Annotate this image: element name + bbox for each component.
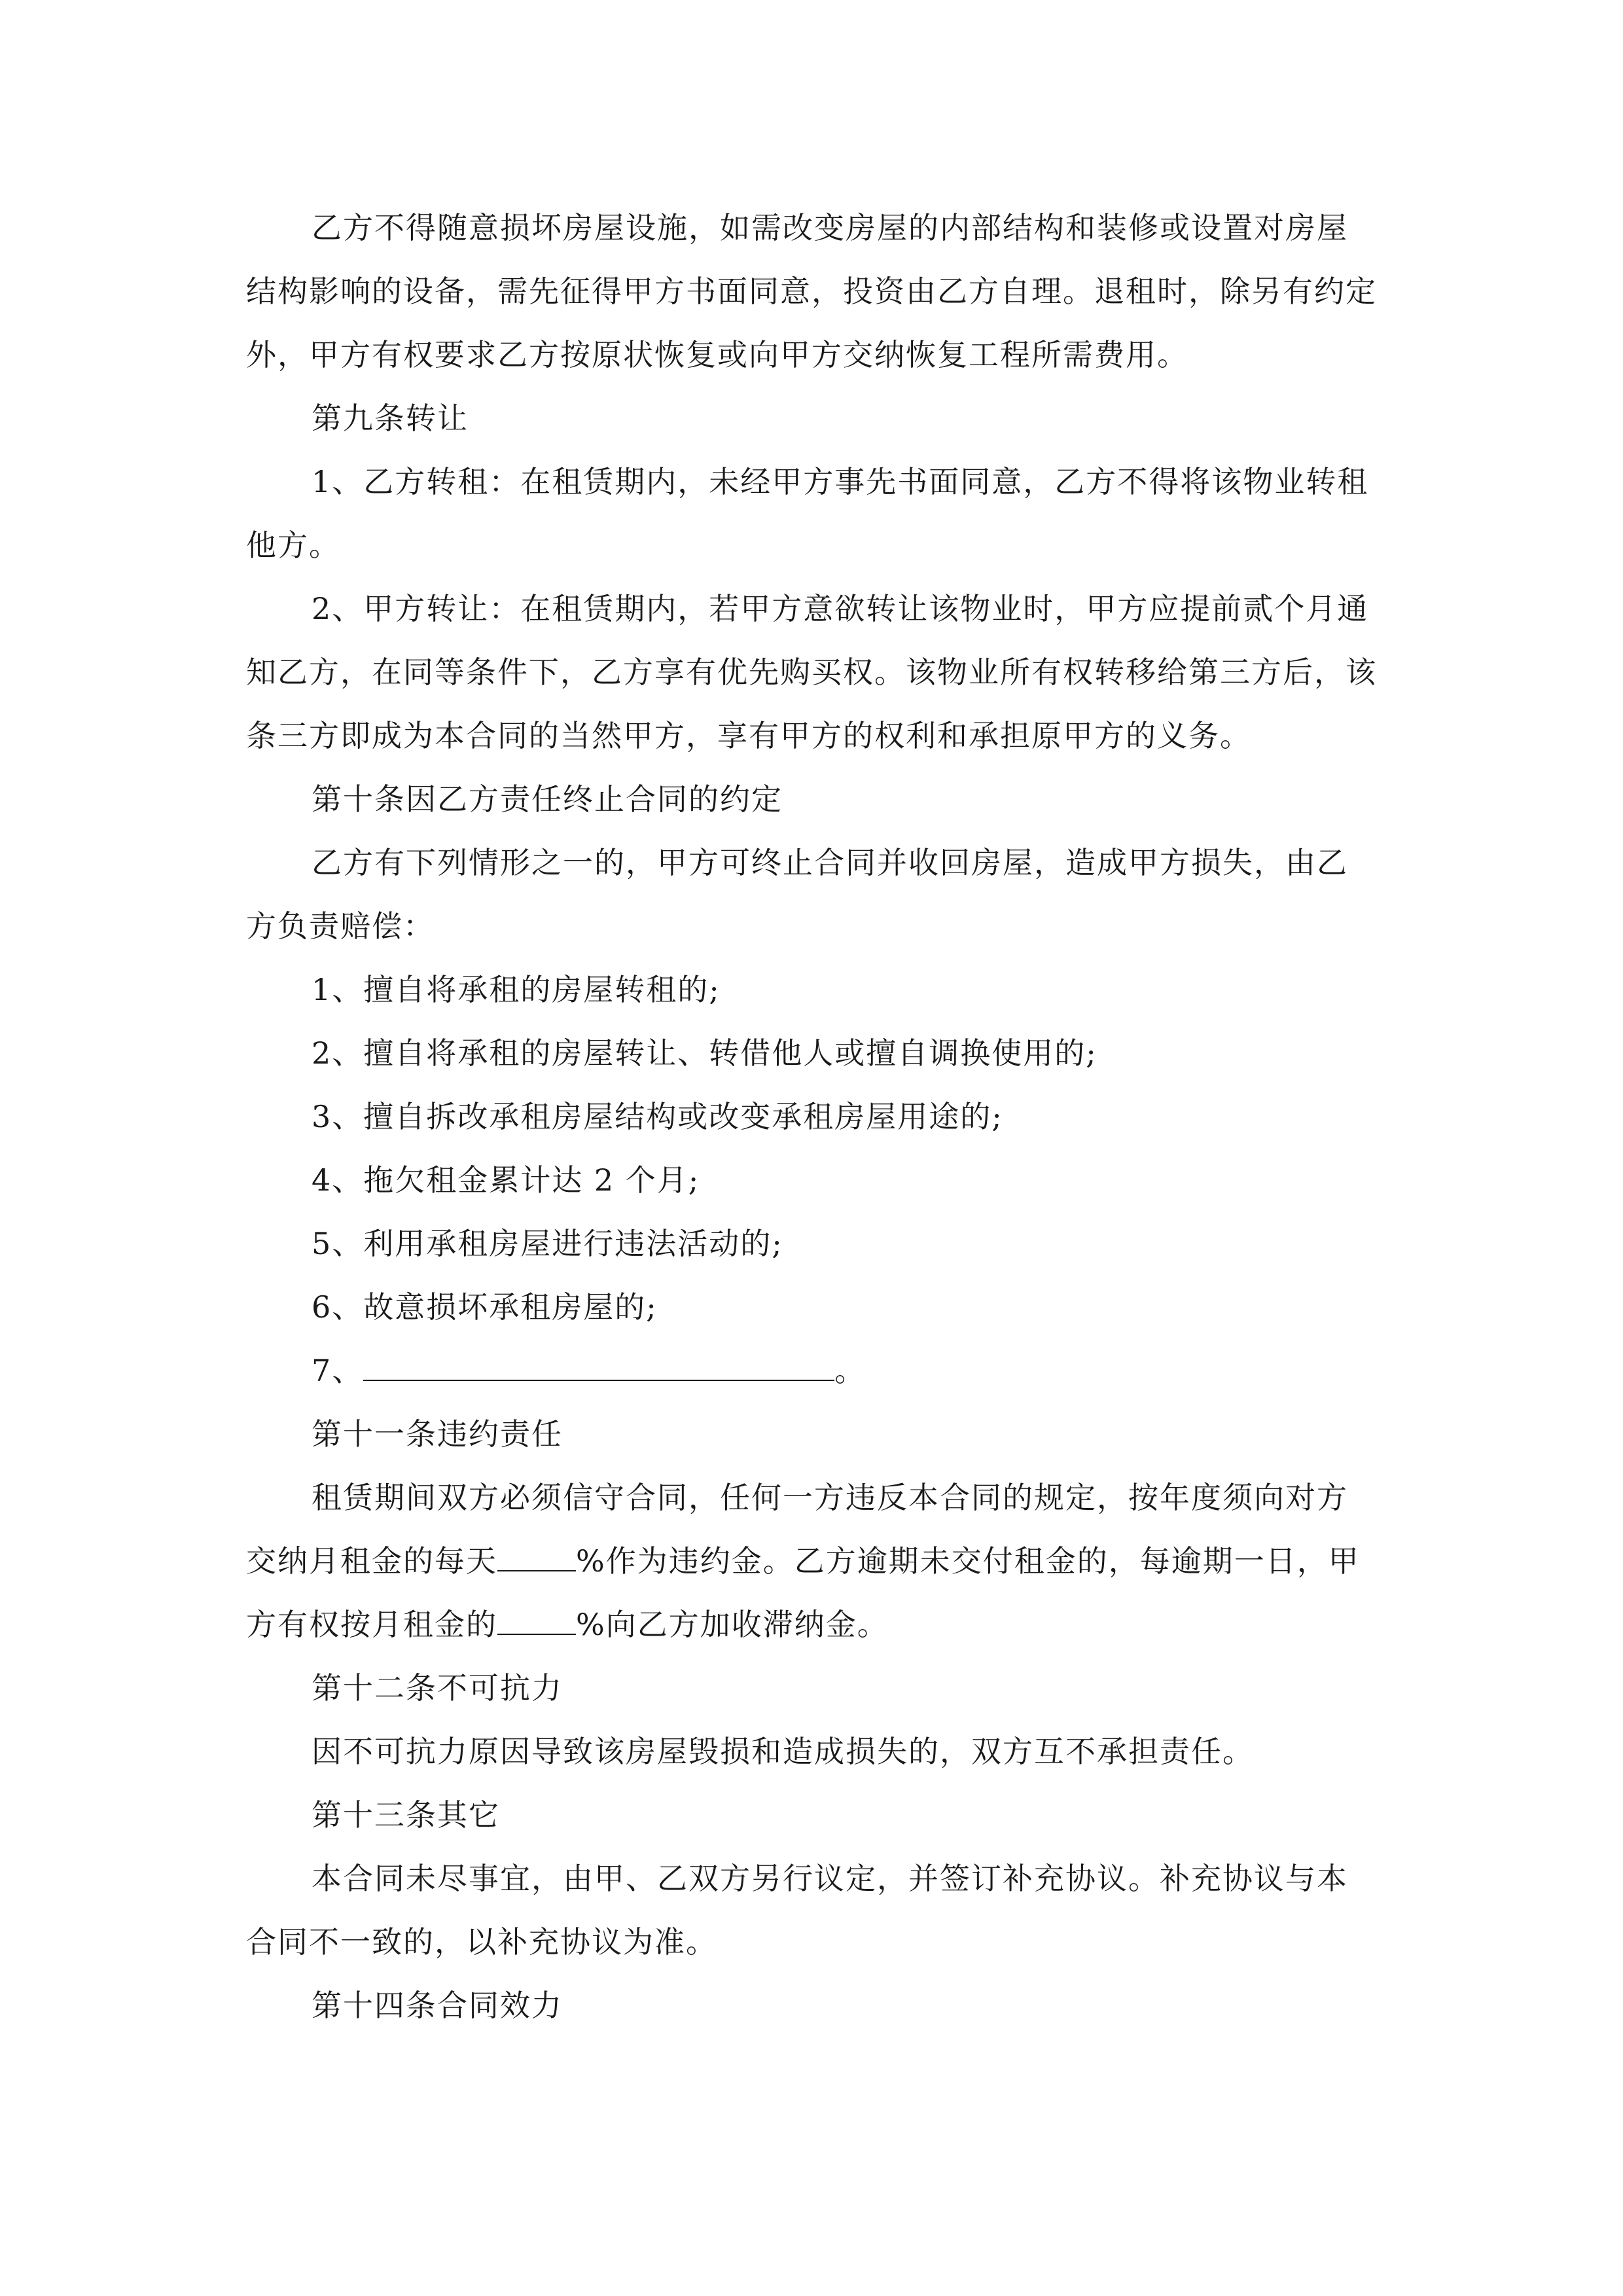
- list-item-3: 3、擅自拆改承租房屋结构或改变承租房屋用途的;: [312, 1099, 1003, 1134]
- blank-line: [363, 1354, 834, 1381]
- list-item-7-prefix: 7、: [312, 1353, 364, 1388]
- paragraph-sublease: 1、乙方转租：在租赁期内，未经甲方事先书面同意，乙方不得将该物业转租他方。: [246, 464, 1369, 563]
- paragraph-liability: [246, 1466, 1378, 1657]
- liability-text-a: 租赁期间双方必须信守合同，任何一方违反本合同的规定，按年度须向对方交纳月租金的每天: [246, 1480, 1348, 1579]
- paragraph-termination-intro: 乙方有下列情形之一的，甲方可终止合同并收回房屋，造成甲方损失，由乙方负责赔偿：: [246, 845, 1348, 944]
- heading-article-13: 第十三条其它: [312, 1797, 500, 1833]
- heading-article-14: 第十四条合同效力: [312, 1988, 563, 2023]
- list-item-5: 5、利用承租房屋进行违法活动的;: [312, 1226, 783, 1261]
- paragraph-transfer: 2、甲方转让：在租赁期内，若甲方意欲转让该物业时，甲方应提前贰个月通知乙方，在同等条件下，乙方享有优先购买权。该物业所有权转移给第三方后，该条三方即成为本合同的当然甲方，享有甲方的权利和承担原甲方的义务。: [246, 591, 1377, 753]
- liability-text-b: %作为违约金。乙方逾期未交付租金的，每逾期一日，甲方有权按月租金的: [246, 1543, 1360, 1642]
- list-item-7-suffix: 。: [834, 1353, 866, 1388]
- liability-text-c: %向乙方加收滞纳金。: [576, 1607, 889, 1642]
- list-item-2: 2、擅自将承租的房屋转让、转借他人或擅自调换使用的;: [312, 1035, 1097, 1071]
- list-item-4: 4、拖欠租金累计达 2 个月;: [312, 1162, 700, 1198]
- document-body: [246, 196, 1378, 2037]
- heading-article-10: 第十条因乙方责任终止合同的约定: [312, 781, 783, 817]
- list-item-6: 6、故意损坏承租房屋的;: [312, 1289, 658, 1325]
- heading-article-9: 第九条转让: [312, 401, 469, 436]
- heading-article-12: 第十二条不可抗力: [312, 1670, 563, 1706]
- paragraph-force-majeure: 因不可抗力原因导致该房屋毁损和造成损失的，双方互不承担责任。: [312, 1734, 1254, 1769]
- heading-article-11: 第十一条违约责任: [312, 1416, 563, 1452]
- paragraph-facilities: 乙方不得随意损坏房屋设施，如需改变房屋的内部结构和装修或设置对房屋结构影响的设备，需先征得甲方书面同意，投资由乙方自理。退租时，除另有约定外，甲方有权要求乙方按原状恢复或向甲方交纳恢复工程所需费用。: [246, 210, 1377, 372]
- paragraph-other: 本合同未尽事宜，由甲、乙双方另行议定，并签订补充协议。补充协议与本合同不一致的，以补充协议为准。: [246, 1861, 1348, 1960]
- blank-late-fee-rate: [497, 1607, 576, 1635]
- list-item-7: [246, 1339, 1378, 1403]
- blank-penalty-rate: [497, 1544, 576, 1571]
- list-item-1: 1、擅自将承租的房屋转租的;: [312, 972, 721, 1007]
